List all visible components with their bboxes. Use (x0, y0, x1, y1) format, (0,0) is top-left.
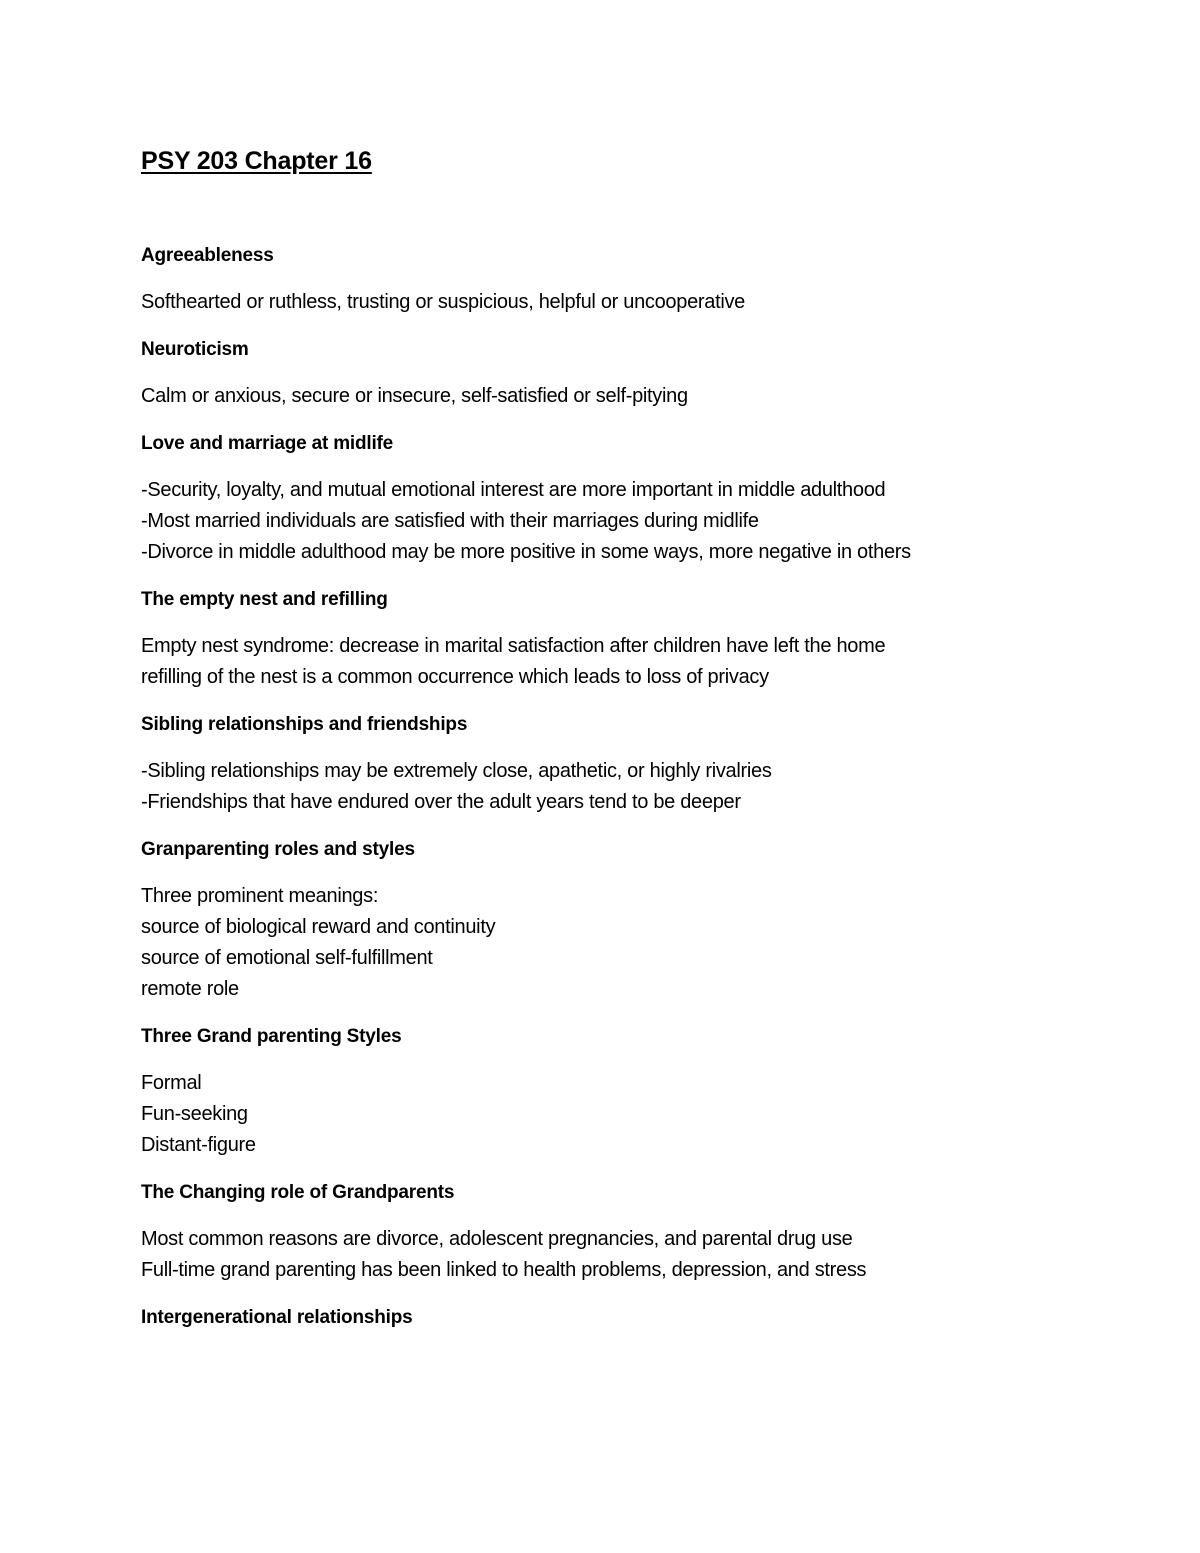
section-body (141, 381, 1101, 412)
section (141, 1302, 1101, 1333)
section-heading: Three Grand parenting Styles (141, 1026, 402, 1047)
section-body (141, 631, 1101, 693)
body-line: Distant-figure (141, 1134, 256, 1156)
body-line: refilling of the nest is a common occurrence which leads to loss of privacy (141, 666, 769, 688)
section (141, 584, 1101, 709)
section (141, 428, 1101, 584)
body-line: Three prominent meanings: (141, 885, 379, 907)
body-line: Most common reasons are divorce, adolescent pregnancies, and parental drug use (141, 1228, 853, 1250)
section-body (141, 756, 1101, 818)
body-line: Fun-seeking (141, 1103, 248, 1125)
body-line: remote role (141, 978, 239, 1000)
sections-container (141, 240, 1101, 1333)
section (141, 1177, 1101, 1302)
body-line: -Divorce in middle adulthood may be more positive in some ways, more negative in others (141, 541, 911, 563)
section (141, 709, 1101, 834)
section-heading: The Changing role of Grandparents (141, 1182, 455, 1203)
body-line: -Most married individuals are satisfied with their marriages during midlife (141, 510, 759, 532)
section (141, 334, 1101, 428)
section-heading: The empty nest and refilling (141, 589, 388, 610)
body-line: Softhearted or ruthless, trusting or suspicious, helpful or uncooperative (141, 291, 745, 313)
section-heading: Granparenting roles and styles (141, 839, 415, 860)
section-heading: Neuroticism (141, 339, 249, 360)
document-title: PSY 203 Chapter 16 (141, 147, 372, 175)
section-body (141, 1224, 1101, 1286)
body-line: source of emotional self-fulfillment (141, 947, 433, 969)
section-body (141, 287, 1101, 318)
section-body (141, 1068, 1101, 1161)
section (141, 834, 1101, 1021)
body-line: Calm or anxious, secure or insecure, self-satisfied or self-pitying (141, 385, 688, 407)
body-line: source of biological reward and continuity (141, 916, 496, 938)
body-line: -Sibling relationships may be extremely close, apathetic, or highly rivalries (141, 760, 772, 782)
section-heading: Sibling relationships and friendships (141, 714, 468, 735)
section-heading: Intergenerational relationships (141, 1307, 413, 1328)
body-line: Formal (141, 1072, 202, 1094)
section (141, 1021, 1101, 1177)
section (141, 240, 1101, 334)
document-content (141, 142, 1101, 1333)
section-body (141, 881, 1101, 1005)
body-line: -Security, loyalty, and mutual emotional interest are more important in middle adulthood (141, 479, 886, 501)
section-heading: Love and marriage at midlife (141, 433, 394, 454)
section-heading: Agreeableness (141, 245, 274, 266)
body-line: Empty nest syndrome: decrease in marital satisfaction after children have left the home (141, 635, 886, 657)
body-line: Full-time grand parenting has been linked to health problems, depression, and stress (141, 1259, 867, 1281)
body-line: -Friendships that have endured over the adult years tend to be deeper (141, 791, 741, 813)
section-body (141, 475, 1101, 568)
